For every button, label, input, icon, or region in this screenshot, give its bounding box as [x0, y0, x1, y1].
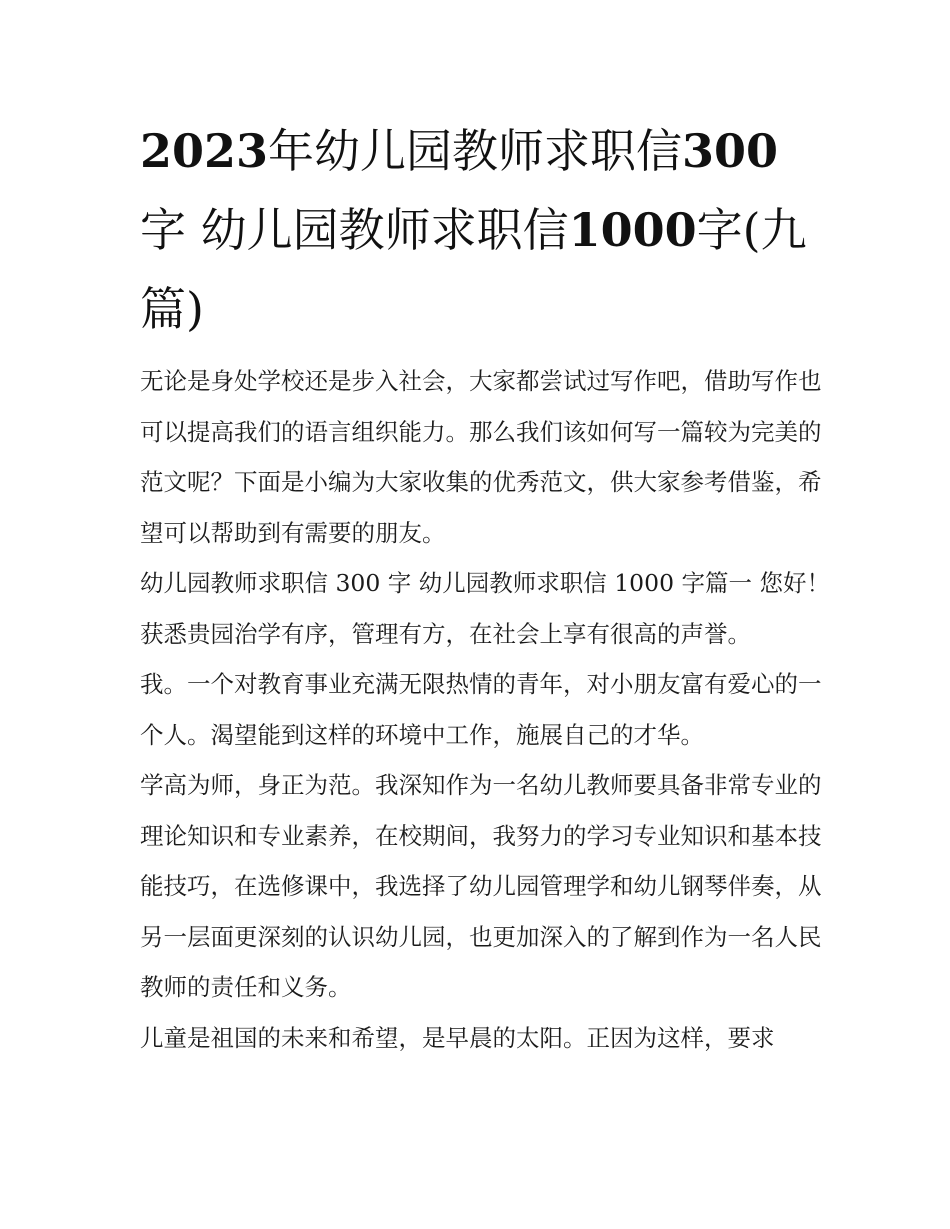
title-number-1000: 1000	[568, 203, 697, 257]
paragraph-school-reputation: 获悉贵园治学有序，管理有方，在社会上享有很高的声誉。	[140, 619, 751, 648]
paragraph-study: 学高为师，身正为范。我深知作为一名幼儿教师要具备非常专业的理论知识和专业素养，在校期间，我努力的学习专业知识和基本技能技巧，在选修课中，我选择了幼儿园管理学和幼儿钢琴伴奏，从另一层面更深刻的认识幼儿园，也更加深入的了解到作为一名人民教师的责任和义务。	[140, 771, 822, 1001]
document-body	[140, 356, 830, 1063]
title-text-1: 年幼儿园教师求职信	[268, 124, 683, 178]
title-number-300: 300	[682, 124, 779, 178]
title-text-3: 字(九篇)	[140, 203, 807, 336]
document-title	[140, 112, 820, 349]
title-year: 2023	[140, 124, 269, 178]
paragraph-intro: 无论是身处学校还是步入社会，大家都尝试过写作吧，借助写作也可以提高我们的语言组织能力。那么我们该如何写一篇较为完美的范文呢？下面是小编为大家收集的优秀范文，供大家参考借鉴，希望可以帮助到有需要的朋友。	[140, 367, 822, 547]
paragraph-children: 儿童是祖国的未来和希望，是早晨的太阳。正因为这样，要求	[140, 1023, 775, 1052]
paragraph-self-intro: 我。一个对教育事业充满无限热情的青年，对小朋友富有爱心的一个人。渴望能到这样的环境中工作，施展自己的才华。	[140, 670, 822, 749]
title-text-2: 字 幼儿园教师求职信	[140, 203, 569, 257]
paragraph-heading-greeting: 幼儿园教师求职信 300 字 幼儿园教师求职信 1000 字篇一 您好！	[140, 569, 830, 597]
